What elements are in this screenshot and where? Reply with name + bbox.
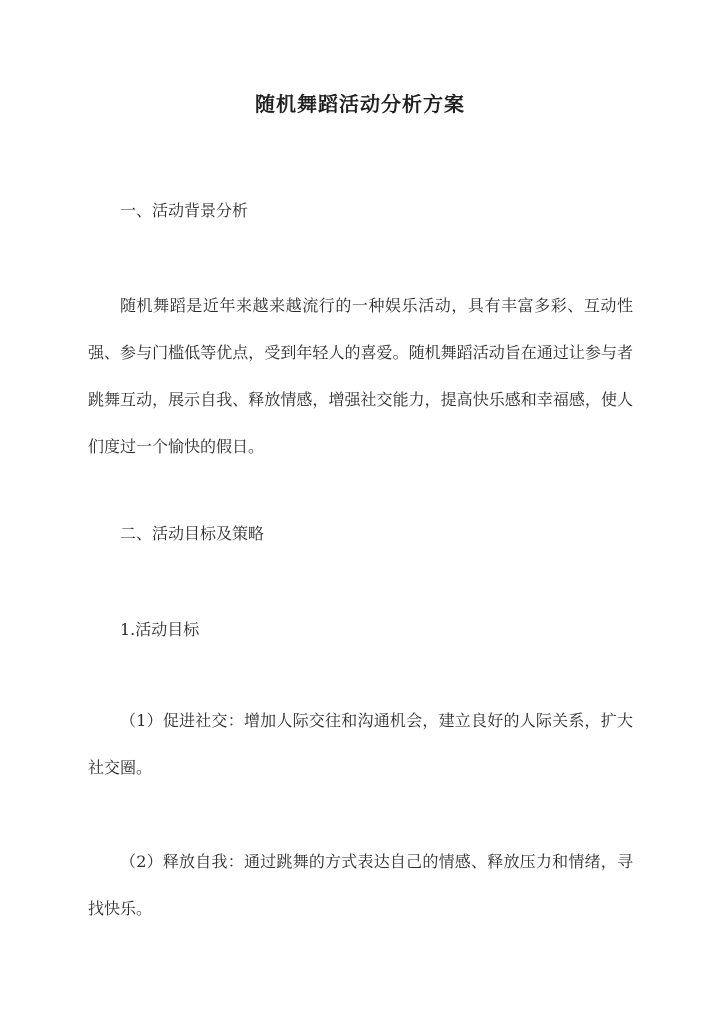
goal-item-self-release: （2）释放自我：通过跳舞的方式表达自己的情感、释放压力和情绪，寻找快乐。 <box>88 852 633 918</box>
subheading-activity-goals: 1.活动目标 <box>120 620 200 639</box>
section-heading-background: 一、活动背景分析 <box>120 201 249 220</box>
document-title: 随机舞蹈活动分析方案 <box>255 92 465 116</box>
background-paragraph: 随机舞蹈是近年来越来越流行的一种娱乐活动，具有丰富多彩、互动性强、参与门槛低等优点，受到年轻人的喜爱。随机舞蹈活动旨在通过让参与者跳舞互动，展示自我、释放情感，增强社交能力，提高快乐感和幸福感，使人们度过一个愉快的假日。 <box>88 296 633 456</box>
goal-item-social: （1）促进社交：增加人际交往和沟通机会，建立良好的人际关系，扩大社交圈。 <box>88 711 633 777</box>
section-heading-goals: 二、活动目标及策略 <box>120 524 265 543</box>
